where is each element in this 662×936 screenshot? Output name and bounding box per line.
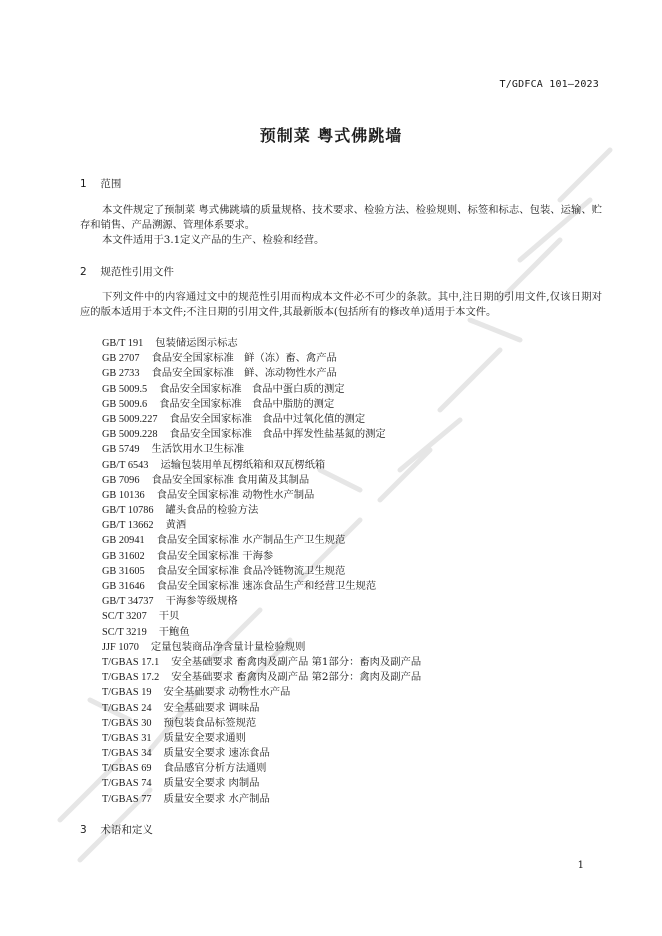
reference-code: JJF 1070 — [102, 641, 139, 653]
scope-paragraph-2: 本文件适用于3.1定义产品的生产、检验和经营。 — [102, 234, 325, 246]
reference-title: 安全基础要求 动物性水产品 — [163, 686, 291, 699]
reference-code: GB/T 34737 — [102, 596, 154, 608]
reference-title: 食品安全国家标准 食用菌及其制品 — [151, 473, 310, 486]
reference-item — [102, 701, 421, 716]
reference-title: 食品安全国家标准 食品中蛋白质的测定 — [159, 382, 345, 395]
reference-item — [102, 564, 421, 579]
reference-item — [102, 731, 421, 746]
section-heading-scope — [80, 176, 121, 191]
reference-title: 罐头食品的检验方法 — [165, 504, 259, 517]
reference-item — [102, 625, 421, 640]
reference-item — [102, 670, 421, 685]
reference-code: GB 10136 — [102, 489, 145, 501]
reference-code: GB 5009.6 — [102, 398, 148, 410]
reference-item — [102, 792, 421, 807]
reference-title: 质量安全要求通则 — [163, 731, 246, 744]
reference-item — [102, 442, 421, 457]
reference-item — [102, 518, 421, 533]
reference-title: 干贝 — [158, 610, 180, 623]
reference-code: GB/T 191 — [102, 338, 144, 349]
section-number: 3 — [80, 824, 87, 836]
reference-title: 干鲍鱼 — [158, 625, 190, 638]
document-code: T/GDFCA 101—2023 — [499, 79, 599, 90]
reference-code: T/GBAS 24 — [102, 702, 152, 714]
reference-item — [102, 458, 421, 473]
reference-item — [102, 761, 421, 776]
page-number: 1 — [577, 860, 584, 871]
reference-code: GB 5009.5 — [102, 383, 148, 395]
reference-item — [102, 655, 421, 670]
reference-item — [102, 351, 421, 366]
reference-title: 安全基础要求 畜禽肉及副产品 第2部分：禽肉及副产品 — [171, 671, 422, 684]
reference-item — [102, 336, 421, 351]
reference-item — [102, 685, 421, 700]
reference-title: 食品安全国家标准 鲜（冻）畜、禽产品 — [151, 352, 337, 365]
section-title: 术语和定义 — [100, 824, 153, 836]
reference-code: GB 20941 — [102, 535, 145, 547]
reference-code: GB 31646 — [102, 581, 145, 592]
reference-title: 食品安全国家标准 食品中挥发性盐基氮的测定 — [169, 428, 386, 441]
reference-title: 食品安全国家标准 食品冷链物流卫生规范 — [156, 564, 346, 577]
reference-title: 定量包装商品净含量计量检验规则 — [150, 640, 306, 653]
reference-code: T/GBAS 34 — [102, 748, 152, 760]
reference-code: GB 31605 — [102, 565, 145, 577]
normative-intro-paragraph: 下列文件中的内容通过文中的规范性引用而构成本文件必不可少的条款。其中,注日期的引用文件,仅该日期对应的版本适用于本文件;不注日期的引用文件,其最新版本(包括所有的修改单)适用于本文件。 — [80, 291, 602, 318]
reference-item — [102, 746, 421, 761]
reference-code: GB 2707 — [102, 353, 140, 365]
reference-title: 运输包装用单瓦楞纸箱和双瓦楞纸箱 — [160, 458, 326, 471]
reference-title: 食品安全国家标准 水产制品生产卫生规范 — [156, 534, 346, 547]
reference-title: 生活饮用水卫生标准 — [151, 443, 245, 456]
document-title: 预制菜 粤式佛跳墙 — [259, 126, 403, 145]
reference-code: T/GBAS 77 — [102, 793, 152, 805]
reference-title: 预包装食品标签规范 — [163, 716, 257, 729]
reference-code: GB 7096 — [102, 474, 140, 486]
reference-title: 干海参等级规格 — [165, 595, 238, 608]
reference-code: GB 5749 — [102, 444, 140, 456]
reference-title: 黄酒 — [165, 519, 187, 532]
reference-item — [102, 488, 421, 503]
reference-code: GB 5009.227 — [102, 413, 158, 425]
reference-code: GB/T 6543 — [102, 459, 149, 471]
reference-title: 质量安全要求 速冻食品 — [163, 747, 270, 760]
section-heading-normative-references — [80, 264, 174, 279]
reference-item — [102, 382, 421, 397]
normative-intro — [80, 290, 602, 320]
reference-item — [102, 776, 421, 791]
reference-item — [102, 640, 421, 655]
reference-code: GB 2733 — [102, 368, 140, 380]
reference-list — [102, 336, 421, 807]
section-title: 规范性引用文件 — [100, 266, 174, 278]
reference-code: T/GBAS 30 — [102, 717, 152, 729]
reference-title: 安全基础要求 调味品 — [163, 701, 260, 714]
reference-code: SC/T 3219 — [102, 626, 147, 638]
reference-code: T/GBAS 69 — [102, 763, 152, 775]
reference-title: 食品安全国家标准 速冻食品生产和经营卫生规范 — [156, 580, 377, 592]
reference-item — [102, 412, 421, 427]
reference-code: GB 31602 — [102, 550, 145, 562]
reference-code: GB/T 13662 — [102, 520, 154, 532]
reference-item — [102, 579, 421, 594]
reference-title: 食品安全国家标准 干海参 — [156, 549, 274, 562]
reference-code: GB 5009.228 — [102, 429, 158, 441]
reference-title: 食品安全国家标准 鲜、冻动物性水产品 — [151, 367, 337, 380]
section-heading-terms — [80, 822, 153, 837]
scope-paragraph-1: 本文件规定了预制菜 粤式佛跳墙的质量规格、技术要求、检验方法、检验规则、标签和标志、包装、运输、贮存和销售、产品溯源、管理体系要求。 — [80, 204, 602, 231]
reference-item — [102, 473, 421, 488]
section-title: 范围 — [100, 178, 122, 190]
section-number: 1 — [80, 178, 87, 190]
reference-item — [102, 716, 421, 731]
reference-title: 食品安全国家标准 食品中过氧化值的测定 — [169, 412, 366, 425]
reference-item — [102, 503, 421, 518]
reference-item — [102, 609, 421, 624]
reference-title: 质量安全要求 水产制品 — [163, 792, 270, 805]
section-number: 2 — [80, 266, 87, 278]
scope-text — [80, 203, 602, 248]
reference-code: GB/T 10786 — [102, 505, 154, 517]
reference-title: 食品安全国家标准 动物性水产制品 — [156, 488, 315, 501]
reference-title: 安全基础要求 畜禽肉及副产品 第1部分：畜肉及副产品 — [171, 655, 422, 668]
reference-title: 食品安全国家标准 食品中脂肪的测定 — [159, 397, 335, 410]
reference-code: T/GBAS 17.2 — [102, 672, 160, 684]
reference-code: T/GBAS 74 — [102, 778, 152, 790]
reference-title: 质量安全要求 肉制品 — [163, 777, 260, 790]
reference-code: T/GBAS 17.1 — [102, 656, 160, 668]
reference-code: T/GBAS 31 — [102, 732, 152, 744]
reference-item — [102, 533, 421, 548]
reference-item — [102, 366, 421, 381]
reference-title: 食品感官分析方法通则 — [163, 762, 267, 775]
reference-item — [102, 549, 421, 564]
reference-code: T/GBAS 19 — [102, 687, 152, 699]
reference-code: SC/T 3207 — [102, 611, 147, 623]
reference-item — [102, 427, 421, 442]
reference-item — [102, 594, 421, 609]
reference-item — [102, 397, 421, 412]
reference-title: 包装储运图示标志 — [155, 337, 238, 349]
